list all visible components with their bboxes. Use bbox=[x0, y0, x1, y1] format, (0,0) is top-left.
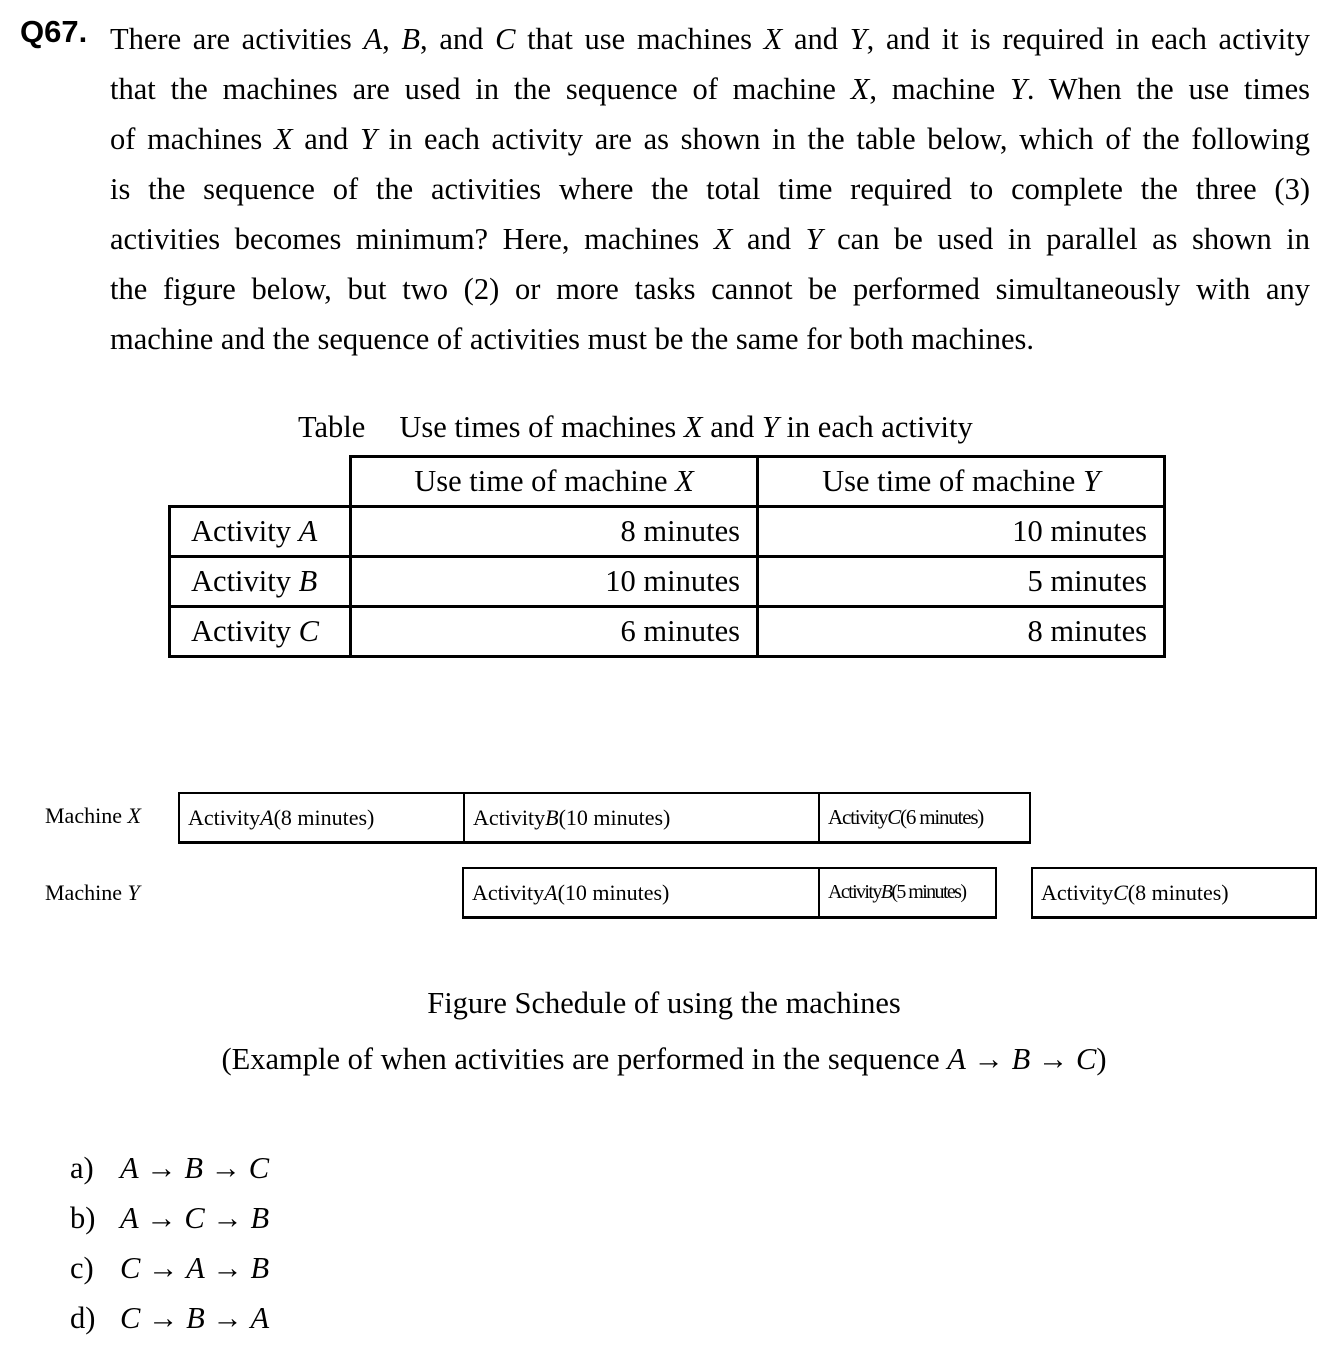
italic-variable: B bbox=[545, 804, 559, 830]
question-stem bbox=[110, 14, 1310, 364]
table-row bbox=[170, 607, 1165, 657]
italic-variable: A bbox=[186, 1251, 205, 1285]
schedule-box-y-activity-c: Activity C (8 minutes) bbox=[1031, 867, 1317, 919]
italic-variable: A bbox=[298, 514, 318, 548]
italic-variable: X bbox=[127, 803, 141, 828]
italic-variable: C bbox=[495, 22, 516, 56]
figure-caption-title: Figure Schedule of using the machines bbox=[427, 986, 901, 1020]
italic-variable: Y bbox=[1082, 464, 1100, 498]
table-row bbox=[170, 557, 1165, 607]
italic-variable: C bbox=[248, 1151, 270, 1185]
italic-variable: X bbox=[675, 464, 694, 498]
option-label: d) bbox=[70, 1301, 96, 1335]
italic-variable: A bbox=[947, 1042, 966, 1076]
italic-variable: B bbox=[250, 1201, 270, 1235]
italic-variable: A bbox=[120, 1151, 139, 1185]
italic-variable: C bbox=[887, 805, 901, 829]
stem-line: the figure below, but two (2) or more tasks cannot be performed simultaneously with any bbox=[110, 272, 1310, 306]
option-sequence: C → A → B bbox=[120, 1251, 270, 1285]
table-caption-label: Table bbox=[298, 410, 366, 444]
cell-x-time: 6 minutes bbox=[351, 607, 758, 657]
stem-line: There are activities A, B, and C that use machines X and Y, and it is required in each activity bbox=[110, 22, 1310, 56]
option-d[interactable] bbox=[70, 1301, 269, 1336]
italic-variable: C bbox=[120, 1301, 141, 1335]
option-sequence: C → B → A bbox=[120, 1301, 270, 1335]
schedule-box-x-activity-b: Activity B (10 minutes) bbox=[463, 792, 820, 844]
question-number: Q67. bbox=[20, 14, 88, 49]
italic-variable: C bbox=[298, 614, 319, 648]
table-header-row bbox=[170, 457, 1165, 507]
stem-line: activities becomes minimum? Here, machines X and Y can be used in parallel as shown in bbox=[110, 222, 1310, 256]
italic-variable: X bbox=[683, 410, 703, 444]
italic-variable: B bbox=[880, 881, 892, 903]
italic-variable: B bbox=[298, 564, 318, 598]
stem-line: that the machines are used in the sequence of machine X, machine Y. When the use times bbox=[110, 72, 1310, 106]
italic-variable: B bbox=[186, 1301, 205, 1335]
cell-y-time: 5 minutes bbox=[758, 557, 1165, 607]
italic-variable: C bbox=[184, 1201, 205, 1235]
cell-x-time: 10 minutes bbox=[351, 557, 758, 607]
italic-variable: A bbox=[260, 804, 274, 830]
stem-line: machine and the sequence of activities must be the same for both machines. bbox=[110, 322, 1035, 356]
row-label: Activity C bbox=[170, 607, 351, 657]
italic-variable: B bbox=[184, 1151, 204, 1185]
table-caption bbox=[298, 410, 973, 445]
cell-y-time: 10 minutes bbox=[758, 507, 1165, 557]
option-label: b) bbox=[70, 1201, 96, 1235]
italic-variable: B bbox=[1011, 1042, 1031, 1076]
use-times-table bbox=[168, 455, 1166, 658]
option-label: a) bbox=[70, 1151, 94, 1185]
cell-x-time: 8 minutes bbox=[351, 507, 758, 557]
table-row bbox=[170, 507, 1165, 557]
option-c[interactable] bbox=[70, 1251, 269, 1286]
italic-variable: C bbox=[120, 1251, 141, 1285]
italic-variable: A bbox=[250, 1301, 270, 1335]
row-label: Activity B bbox=[170, 557, 351, 607]
option-a[interactable] bbox=[70, 1151, 269, 1186]
table-header-x: Use time of machine X bbox=[351, 457, 758, 507]
schedule-box-x-activity-c: Activity C (6 minutes) bbox=[818, 792, 1031, 844]
italic-variable: Y bbox=[359, 122, 377, 156]
table-header-y: Use time of machine Y bbox=[758, 457, 1165, 507]
figure-caption-example: (Example of when activities are performed in the sequence A → B → C) bbox=[221, 1042, 1107, 1076]
option-b[interactable] bbox=[70, 1201, 269, 1236]
italic-variable: X bbox=[763, 22, 783, 56]
italic-variable: Y bbox=[761, 410, 779, 444]
machine-y-label: Machine Y bbox=[45, 880, 140, 905]
option-label: c) bbox=[70, 1251, 94, 1285]
italic-variable: A bbox=[120, 1201, 139, 1235]
italic-variable: C bbox=[1076, 1042, 1097, 1076]
italic-variable: A bbox=[544, 879, 558, 905]
row-label: Activity A bbox=[170, 507, 351, 557]
italic-variable: B bbox=[250, 1251, 270, 1285]
italic-variable: Y bbox=[849, 22, 867, 56]
italic-variable: Y bbox=[1009, 72, 1027, 106]
option-sequence: A → C → B bbox=[120, 1201, 270, 1235]
table-caption-text: Use times of machines X and Y in each activity bbox=[399, 410, 973, 444]
stem-line: of machines X and Y in each activity are as shown in the table below, which of the following bbox=[110, 122, 1310, 156]
italic-variable: B bbox=[401, 22, 421, 56]
schedule-box-y-activity-b: Activity B (5 minutes) bbox=[818, 867, 997, 919]
italic-variable: X bbox=[713, 222, 733, 256]
italic-variable: X bbox=[850, 72, 870, 106]
schedule-box-y-activity-a: Activity A (10 minutes) bbox=[462, 867, 820, 919]
stem-line: is the sequence of the activities where the total time required to complete the three (3) bbox=[110, 172, 1310, 206]
cell-y-time: 8 minutes bbox=[758, 607, 1165, 657]
italic-variable: Y bbox=[805, 222, 823, 256]
italic-variable: A bbox=[363, 22, 383, 56]
italic-variable: C bbox=[1113, 879, 1128, 905]
table-corner-cell bbox=[170, 457, 351, 507]
option-sequence: A → B → C bbox=[120, 1151, 270, 1185]
machine-x-label: Machine X bbox=[45, 803, 141, 828]
schedule-box-x-activity-a: Activity A (8 minutes) bbox=[178, 792, 465, 844]
italic-variable: Y bbox=[127, 880, 140, 905]
italic-variable: X bbox=[273, 122, 293, 156]
